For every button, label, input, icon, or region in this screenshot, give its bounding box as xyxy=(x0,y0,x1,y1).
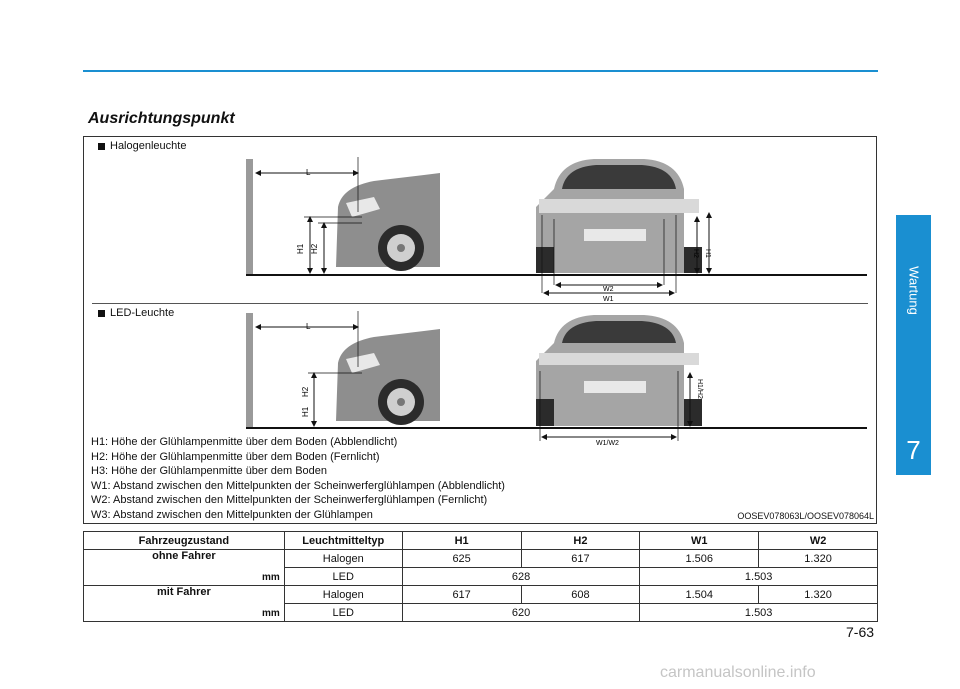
col-header: Leuchtmitteltyp xyxy=(284,532,402,550)
halogen-label-text: Halogenleuchte xyxy=(110,140,187,152)
watermark: carmanualsonline.info xyxy=(660,664,816,681)
condition-cell xyxy=(84,586,285,622)
legend-item: H3: Höhe der Glühlampenmitte über dem Boden xyxy=(91,465,328,477)
dim-W2-halogen: W2 xyxy=(603,286,614,293)
dim-H1-led: H1 xyxy=(301,406,310,417)
legend-item: H2: Höhe der Glühlampenmitte über dem Boden (Fernlicht) xyxy=(91,450,380,463)
dim-H2-front-halogen: H2 xyxy=(692,249,699,258)
dim-W1W2-led: W1/W2 xyxy=(596,440,619,447)
square-bullet-icon xyxy=(98,310,105,317)
table-cell: 617 xyxy=(521,550,640,568)
legend-item: W3: Abstand zwischen den Mittelpunkten der Glühlampen xyxy=(91,508,373,521)
table-row xyxy=(84,550,878,568)
dim-H1-halogen: H1 xyxy=(296,243,305,254)
chapter-tab xyxy=(896,215,931,475)
headlamp-figure xyxy=(83,136,877,524)
dim-L-led: L xyxy=(306,322,311,331)
led-label xyxy=(98,307,174,319)
dim-W1-halogen: W1 xyxy=(603,296,614,303)
legend-item: W1: Abstand zwischen den Mittelpunkten der Scheinwerferglühlampen (Abblendlicht) xyxy=(91,479,505,492)
table-cell: 1.504 xyxy=(640,586,759,604)
figure-code: OOSEV078063L/OOSEV078064L xyxy=(737,511,874,521)
table-cell: 625 xyxy=(402,550,521,568)
table-cell: 1.503 xyxy=(640,604,878,622)
unit-label: mm xyxy=(261,572,280,583)
top-rule xyxy=(83,70,878,72)
table-cell: 620 xyxy=(402,604,640,622)
legend-item: H1: Höhe der Glühlampenmitte über dem Boden (Abblendlicht) xyxy=(91,436,398,448)
led-label-text: LED-Leuchte xyxy=(110,307,175,319)
condition-label: ohne Fahrer xyxy=(152,550,216,562)
table-cell: Halogen xyxy=(284,586,402,604)
table-cell: 1.320 xyxy=(759,550,878,568)
unit-label: mm xyxy=(261,608,280,619)
col-header: H1 xyxy=(402,532,521,550)
table-cell: 608 xyxy=(521,586,640,604)
table-cell: 1.503 xyxy=(640,568,878,586)
table-cell: LED xyxy=(284,568,402,586)
section-title: Ausrichtungspunkt xyxy=(88,110,235,127)
dim-H1-front-halogen: H1 xyxy=(704,249,711,258)
table-cell: 628 xyxy=(402,568,640,586)
table-header-row xyxy=(84,532,878,550)
halogen-front-view xyxy=(536,159,709,293)
condition-label: mit Fahrer xyxy=(156,586,211,598)
dim-H1H2-led: H1/H2 xyxy=(696,379,703,399)
chapter-tab-number: 7 xyxy=(906,435,921,465)
col-header: W1 xyxy=(640,532,759,550)
dim-H2-halogen: H2 xyxy=(310,243,319,254)
halogen-label xyxy=(98,140,186,152)
led-front-view xyxy=(536,315,702,441)
chapter-tab-label: Wartung xyxy=(906,266,921,315)
table-cell: Halogen xyxy=(284,550,402,568)
dimension-legend xyxy=(91,435,505,522)
condition-cell xyxy=(84,550,285,586)
col-header: Fahrzeugzustand xyxy=(84,532,285,550)
figure-divider xyxy=(92,303,868,304)
legend-item: W2: Abstand zwischen den Mittelpunkten der Scheinwerferglühlampen (Fernlicht) xyxy=(91,494,488,506)
table-cell: 1.320 xyxy=(759,586,878,604)
table-cell: LED xyxy=(284,604,402,622)
col-header: W2 xyxy=(759,532,878,550)
table-cell: 1.506 xyxy=(640,550,759,568)
page-number: 7-63 xyxy=(846,624,875,640)
alignment-table xyxy=(83,531,878,622)
table-cell: 617 xyxy=(402,586,521,604)
square-bullet-icon xyxy=(98,143,105,150)
dim-H2-led: H2 xyxy=(301,386,310,397)
dim-L-halogen: L xyxy=(306,168,311,177)
table-row xyxy=(84,586,878,604)
col-header: H2 xyxy=(521,532,640,550)
